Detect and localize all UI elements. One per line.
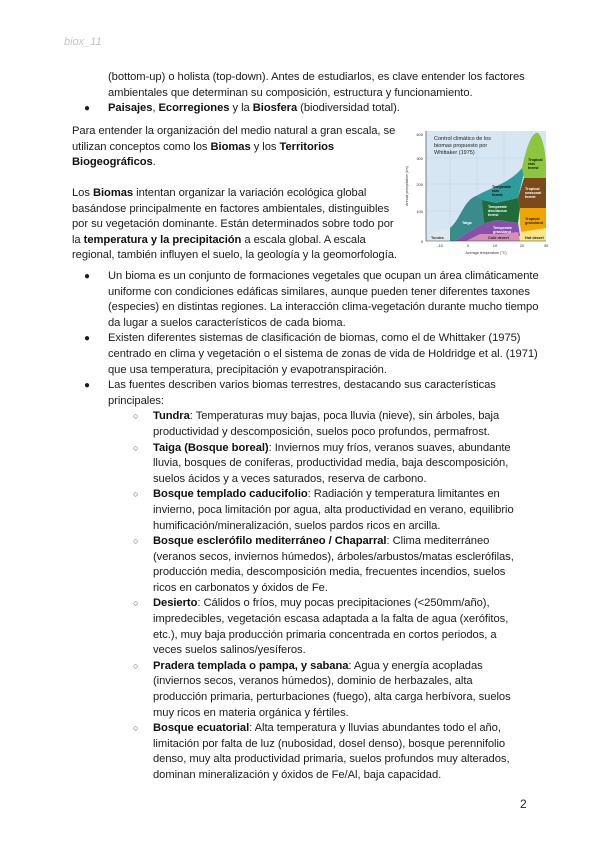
hollow-bullet-icon: ○ bbox=[133, 598, 139, 609]
biome-desc: : Alta temperatura y lluvias abundantes todo el año, limitación por falta de luz (nubosidad, dosel denso), bosque perennifolio denso, muy alta productividad primaria, suelos profundos muy alterados, dominan mineralización y óxidos de Fe/Al, baja capacidad. bbox=[153, 722, 510, 781]
y-tick: 200 bbox=[416, 182, 423, 187]
biome-name: Bosque templado caducifolio bbox=[153, 488, 308, 501]
x-tick: 30 bbox=[543, 243, 549, 248]
text: Para entender la organización del medio natural a gran escala, se utilizan conceptos como los bbox=[72, 125, 396, 153]
term-territorios: Territorios Biogeográficos bbox=[72, 140, 335, 169]
text: . bbox=[152, 156, 156, 169]
x-tick: 10 bbox=[492, 243, 498, 248]
hollow-bullet-icon: ○ bbox=[133, 723, 139, 734]
label-trop-grass-2: grassland bbox=[525, 221, 543, 225]
biome-desc: : Temperaturas muy bajas, poca lluvia (nieve), sin árboles, baja productividad y descomposición, suelos poco profundos, permafrost. bbox=[153, 410, 500, 438]
biome-name: Tundra bbox=[153, 410, 190, 423]
label-trop-seas-2: seasonal bbox=[525, 191, 542, 195]
page-number: 2 bbox=[520, 797, 527, 811]
term-biomas: Biomas bbox=[210, 140, 251, 153]
bullet-icon: ● bbox=[84, 103, 90, 115]
list-item bbox=[72, 331, 552, 378]
biome-item-tundra bbox=[72, 409, 522, 440]
list-item-paisajes bbox=[72, 101, 552, 117]
label-temp-dec-1: Temperate bbox=[488, 205, 507, 209]
biome-item-mediterraneo bbox=[72, 534, 522, 596]
label-tundra: Tundra bbox=[431, 236, 444, 240]
paragraph-biomas bbox=[72, 186, 404, 264]
hollow-bullet-icon: ○ bbox=[133, 660, 139, 671]
label-temp-dec-3: forest bbox=[488, 213, 499, 217]
label-trop-grass-1: Tropical bbox=[525, 217, 540, 221]
text: a escala global. A escala regional, también influyen el suelo, la geología y la geomorfología. bbox=[72, 233, 397, 262]
y-axis-label: Annual precipitation (cm) bbox=[405, 166, 409, 206]
label-trop-seas-1: Tropical bbox=[525, 187, 540, 191]
document-header: biox_11 bbox=[64, 36, 102, 48]
hollow-bullet-icon: ○ bbox=[133, 489, 139, 500]
label-temp-dec-2: deciduous bbox=[488, 209, 507, 213]
label-hot-desert: Hot desert bbox=[525, 236, 544, 240]
y-tick: 300 bbox=[416, 156, 423, 161]
x-tick: 20 bbox=[519, 243, 525, 248]
hollow-bullet-icon: ○ bbox=[133, 536, 139, 547]
term-ecorregiones: Ecorregiones bbox=[158, 102, 230, 115]
x-axis-label: Average temperature (°C) bbox=[465, 251, 507, 255]
continuation-line-2: ambientales que determinan su composición, estructura y funcionamiento. bbox=[108, 86, 473, 99]
bullet-icon: ● bbox=[84, 271, 90, 282]
x-tick: -10 bbox=[437, 243, 443, 248]
text: y los bbox=[250, 140, 280, 153]
biome-name: Pradera templada o pampa, y sabana bbox=[153, 659, 349, 672]
list-item bbox=[72, 378, 552, 409]
label-temp-rain-2: rain bbox=[492, 189, 499, 193]
hollow-bullet-icon: ○ bbox=[133, 411, 139, 422]
biome-name: Desierto bbox=[153, 597, 198, 610]
hollow-bullet-icon: ○ bbox=[133, 442, 139, 453]
label-temp-rain-3: forest bbox=[492, 193, 503, 197]
text: Existen diferentes sistemas de clasificación de biomas, como el de Whittaker (1975) centrado en clima y vegetación o el sistema de zonas de vida de Holdridge et al. (1971) que usa temperatura, precipitación y evapotranspiración. bbox=[108, 332, 538, 376]
text: y la bbox=[229, 102, 253, 115]
term-biomas: Biomas bbox=[92, 187, 134, 199]
biome-item-taiga bbox=[72, 441, 522, 488]
label-temp-grass-1: Temperate bbox=[493, 226, 512, 230]
text: Los bbox=[72, 187, 93, 199]
x-tick: 0 bbox=[466, 243, 470, 248]
biome-name: Taiga (Bosque boreal) bbox=[153, 441, 269, 454]
label-temp-rain-1: Temperate bbox=[492, 185, 511, 189]
biome-name: Bosque ecuatorial bbox=[153, 722, 250, 735]
term-temperatura-precipitacion: temperatura y la precipitación bbox=[83, 233, 242, 246]
bullet-icon: ● bbox=[84, 333, 90, 345]
figure-title-line-2: biomas propuesto por bbox=[434, 143, 488, 149]
bullet-icon: ● bbox=[84, 380, 90, 392]
label-cold-desert: Cold desert bbox=[488, 236, 509, 240]
paragraph-intro bbox=[72, 124, 404, 171]
label-trop-rain-3: forest bbox=[528, 166, 539, 170]
text: intentan organizar la variación ecológica global basándose principalmente en factores ambientales, distinguibles por su vegetación dominante. Están determinados sobre todo por la bbox=[72, 187, 394, 246]
list-item-continuation bbox=[72, 70, 552, 101]
biome-item-templado bbox=[72, 487, 522, 534]
biome-desc: : Agua y energía acopladas (inviernos secos, veranos húmedos), dominio de herbazales, alta producción primaria, perturbaciones (fuego), alta carga herbívora, suelos muy ricos en materia orgánica y fértiles. bbox=[153, 659, 511, 719]
biome-desc: : Cálidos o fríos, muy pocas precipitaciones (<250mm/año), impredecibles, vegetación escasa adaptada a la falta de agua (xerófitos, etc.), muy baja producción primaria concentrada en cortos periodos, a veces suelos salinos/yesíferos. bbox=[153, 597, 509, 657]
biome-item-pradera bbox=[72, 659, 522, 721]
biome-item-ecuatorial bbox=[72, 721, 522, 783]
label-temp-grass-2: grassland bbox=[493, 230, 511, 234]
biome-name: Bosque esclerófilo mediterráneo / Chaparral bbox=[153, 535, 387, 548]
text: , bbox=[152, 102, 159, 115]
figure-title-line-3: Whittaker (1975) bbox=[434, 150, 475, 156]
label-taiga: Taiga bbox=[462, 221, 472, 225]
biome-item-desierto bbox=[72, 596, 522, 658]
text: (biodiversidad total). bbox=[297, 102, 400, 115]
text: Un bioma es un conjunto de formaciones vegetales que ocupan un área climáticamente uniforme con condiciones edáficas similares, aunque pueden tener diferentes taxones (especies) en distintas regiones. La interacción clima-vegetación durante mucho tiempo da lugar a suelos característicos de cada bioma. bbox=[108, 270, 539, 329]
continuation-line-1: (bottom-up) o holista (top-down). Antes de estudiarlos, es clave entender los factores bbox=[108, 71, 525, 83]
label-trop-rain-2: rain bbox=[528, 162, 535, 166]
y-tick: 0 bbox=[420, 239, 423, 244]
main-list bbox=[72, 269, 552, 784]
y-tick: 100 bbox=[416, 209, 423, 214]
biome-desc: : Radiación y temperatura limitantes en invierno, poca limitación por agua, alta productividad en verano, equilibrio humificación/mineralización, suelos pardos ricos en arcilla. bbox=[153, 488, 514, 532]
biome-desc: : Inviernos muy fríos, veranos suaves, abundante lluvia, bosques de coníferas, productividad media, baja descomposición, suelos ácidos y a veces saturados, reserva de carbono. bbox=[153, 441, 511, 485]
term-paisajes: Paisajes bbox=[108, 102, 153, 115]
label-trop-seas-3: forest bbox=[525, 195, 536, 199]
text: Las fuentes describen varios biomas terrestres, destacando sus características principales: bbox=[108, 379, 496, 407]
y-tick: 400 bbox=[416, 132, 423, 137]
whittaker-biome-figure bbox=[400, 128, 550, 258]
list-item bbox=[72, 269, 552, 331]
biome-desc: : Clima mediterráneo (veranos secos, inviernos húmedos), árboles/arbustos/matas esclerófilas, producción media, descomposición media, frecuentes incendios, suelos ricos en carbonatos y óxidos de Fe. bbox=[153, 535, 514, 594]
top-continuation bbox=[72, 70, 552, 117]
term-biosfera: Biosfera bbox=[252, 102, 298, 115]
label-trop-rain-1: Tropical bbox=[528, 158, 543, 162]
figure-title-line-1: Control climático de los bbox=[434, 136, 491, 142]
